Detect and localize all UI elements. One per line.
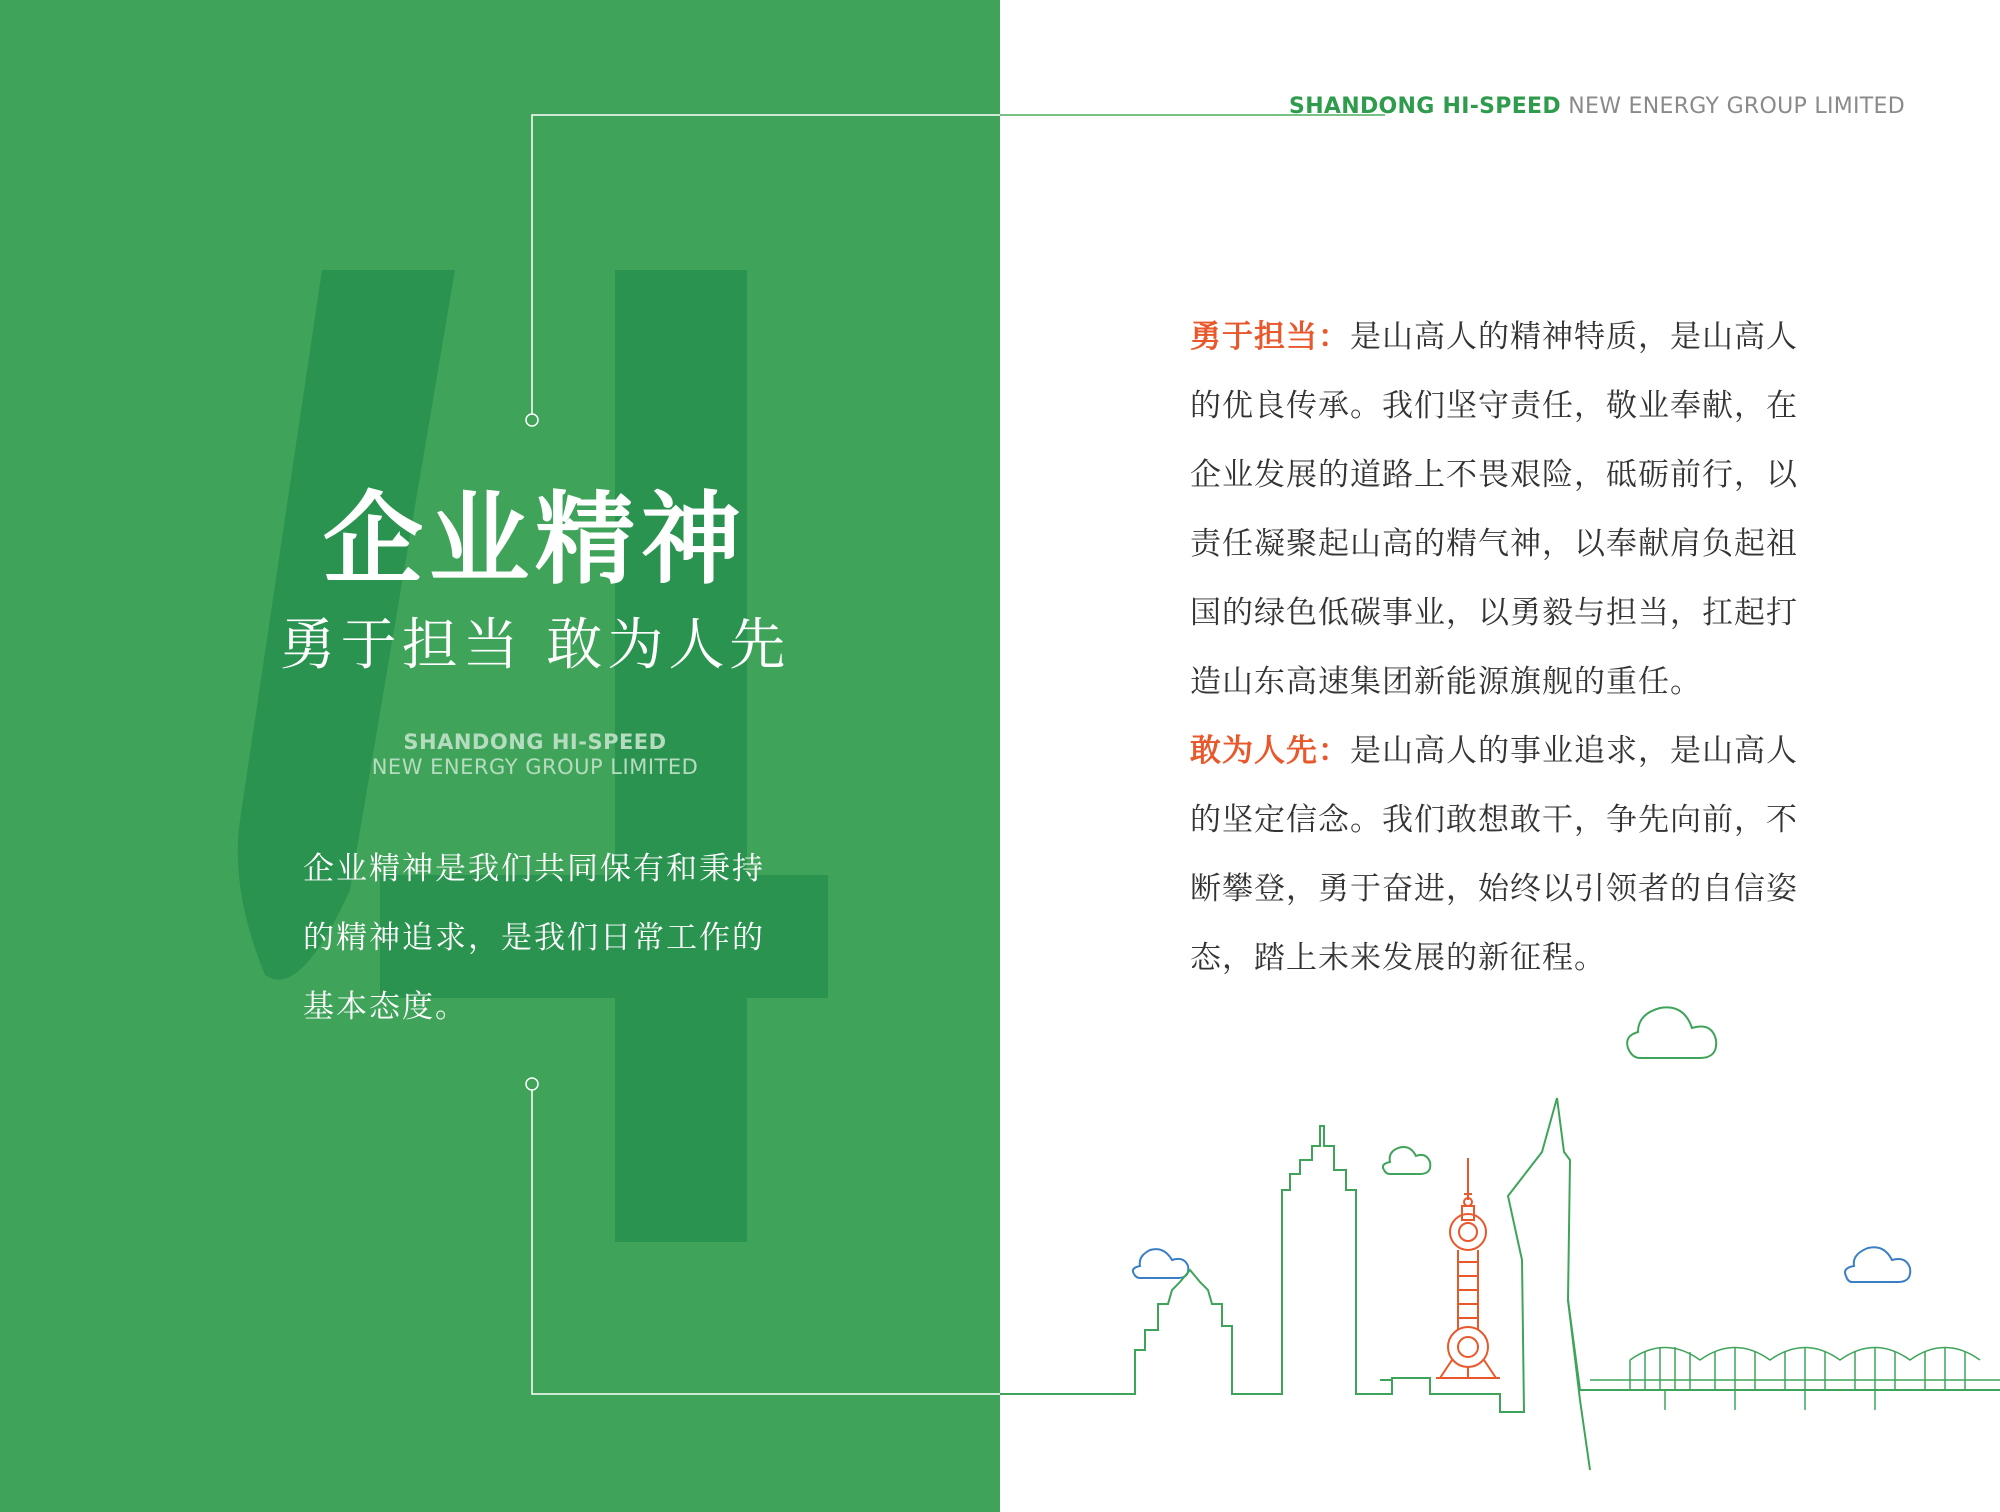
paragraph-label: 敢为人先： [1190, 733, 1350, 769]
cloud-icon [1845, 1247, 1910, 1282]
paragraph-label: 勇于担当： [1190, 319, 1350, 355]
intro-text: 企业精神是我们共同保有和秉持的精神追求，是我们日常工作的基本态度。 [303, 851, 765, 1025]
paragraph-content: 是山高人的精神特质，是山高人的优良传承。我们坚守责任，敬业奉献，在企业发展的道路上不畏艰险，砥砺前行，以责任凝聚起山高的精气神，以奉献肩负起祖国的绿色低碳事业，以勇毅与担当，扛起打造山东高速集团新能源旗舰的重任。 [1190, 319, 1798, 700]
paragraph-content: 是山高人的事业追求，是山高人的坚定信念。我们敢想敢干，争先向前，不断攀登，勇于奋进，始终以引领者的自信姿态，踏上未来发展的新征程。 [1190, 733, 1798, 976]
cloud-icon [1383, 1147, 1430, 1174]
header-brand-bold: SHANDONG HI-SPEED [1289, 94, 1561, 119]
cloud-icon [1627, 1007, 1716, 1058]
company-name-en-line1: SHANDONG HI-SPEED [403, 730, 667, 754]
page-title: 企业精神 [323, 481, 747, 598]
page-subtitle: 勇于担当 敢为人先 [279, 613, 791, 678]
company-name-en-line2: NEW ENERGY GROUP LIMITED [371, 755, 699, 780]
header-brand-light: NEW ENERGY GROUP LIMITED [1568, 94, 1905, 119]
cloud-icon [1133, 1249, 1188, 1278]
